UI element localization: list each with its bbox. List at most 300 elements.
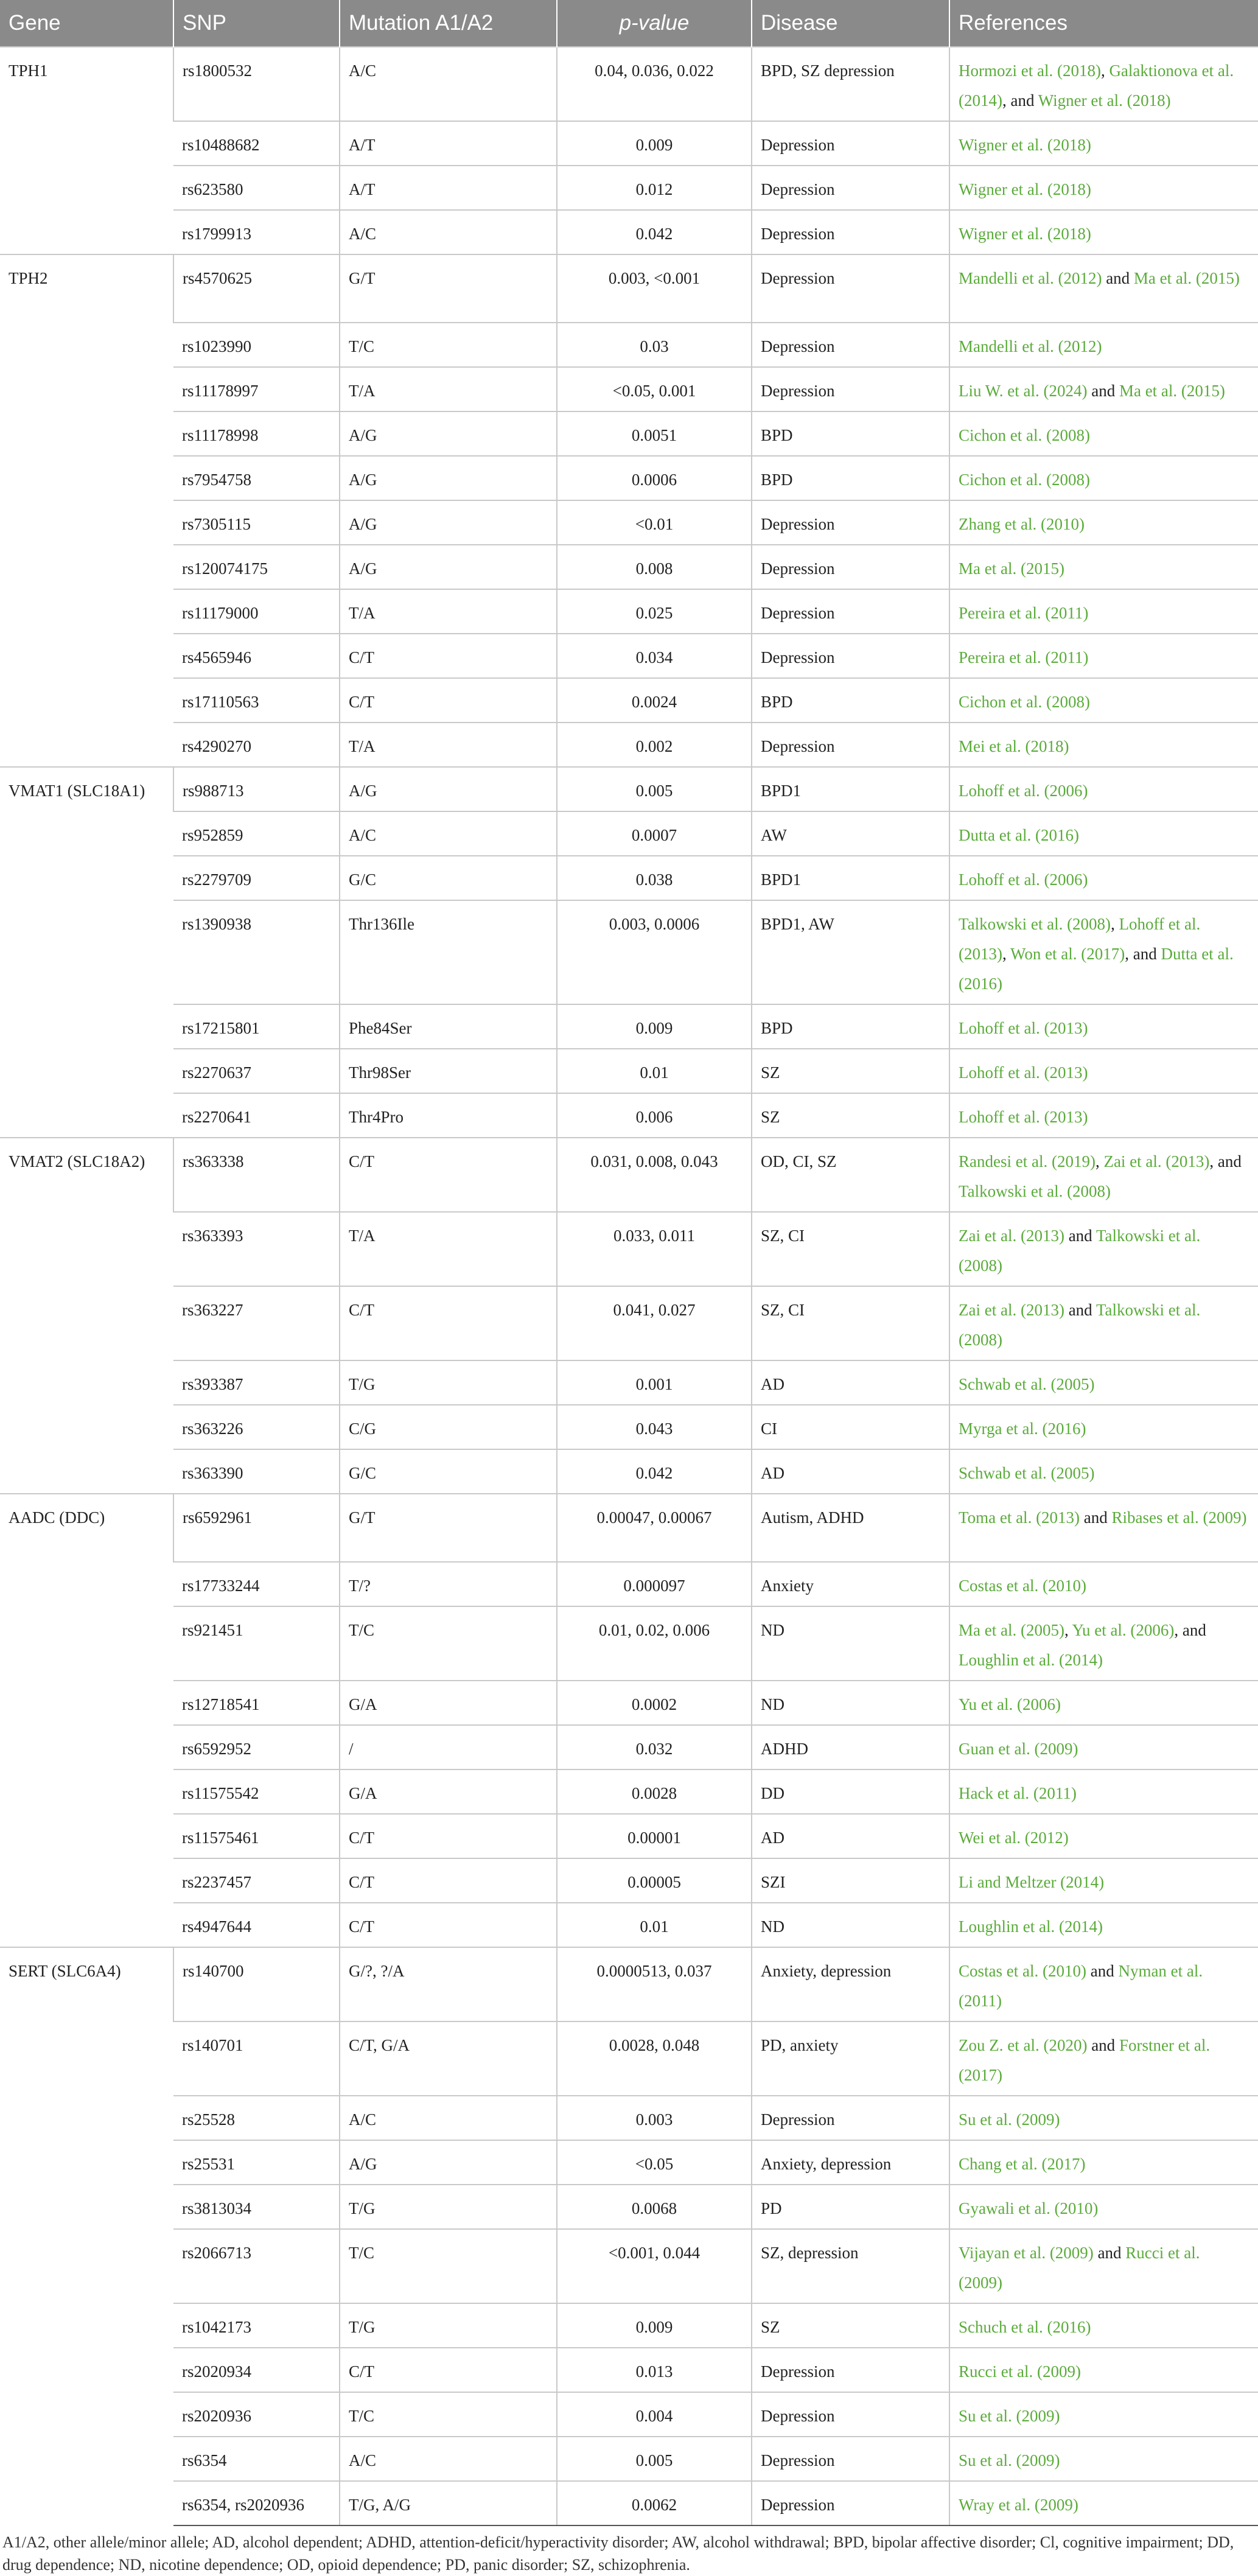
reference-link[interactable]: Wigner et al. (2018) (959, 225, 1091, 243)
p-value-cell: 0.0007 (557, 811, 752, 856)
reference-link[interactable]: Zai et al. (2013) (1103, 1152, 1210, 1171)
reference-link[interactable]: Lohoff et al. (2006) (959, 782, 1088, 800)
reference-link[interactable]: Mandelli et al. (2012) (959, 269, 1102, 287)
snp-cell: rs2020934 (173, 2348, 340, 2392)
mutation-cell: C/T (340, 2348, 557, 2392)
table-row (0, 166, 1258, 210)
mutation-cell: C/T (340, 678, 557, 723)
p-value-cell: 0.013 (557, 2348, 752, 2392)
table-row (0, 323, 1258, 367)
mutation-cell: Thr98Ser (340, 1049, 557, 1093)
snp-cell: rs1800532 (173, 47, 340, 121)
mutation-cell: C/T, G/A (340, 2021, 557, 2096)
reference-link[interactable]: Nyman et al. (2011) (959, 1962, 1203, 2010)
disease-cell: AD (752, 1814, 949, 1858)
reference-link[interactable]: Wigner et al. (2018) (959, 180, 1091, 198)
mutation-cell: G/T (340, 254, 557, 323)
table-header (0, 0, 1258, 47)
references-cell (949, 589, 1258, 634)
reference-separator: , (1064, 1621, 1072, 1639)
disease-cell: BPD (752, 456, 949, 500)
references-cell (949, 856, 1258, 900)
reference-separator: , and (1002, 91, 1038, 110)
table-row (0, 900, 1258, 1004)
reference-separator: and (1087, 2036, 1119, 2054)
table-body (0, 47, 1258, 2525)
mutation-cell: A/G (340, 411, 557, 456)
table-row (0, 1769, 1258, 1814)
p-value-cell: 0.0062 (557, 2481, 752, 2525)
disease-cell: SZ (752, 1093, 949, 1138)
reference-link[interactable]: Lohoff et al. (2006) (959, 870, 1088, 889)
mutation-cell: A/G (340, 500, 557, 545)
table-row (0, 2096, 1258, 2140)
reference-separator: and (1080, 1508, 1112, 1527)
p-value-cell: 0.009 (557, 121, 752, 166)
references-cell (949, 1606, 1258, 1681)
disease-cell: BPD1 (752, 767, 949, 811)
header-row (0, 0, 1258, 47)
snp-cell: rs363338 (173, 1138, 340, 1212)
mutation-cell: A/T (340, 166, 557, 210)
references-cell (949, 500, 1258, 545)
snp-cell: rs25531 (173, 2140, 340, 2185)
disease-cell: BPD (752, 678, 949, 723)
table-row (0, 1903, 1258, 1947)
reference-link[interactable]: Forstner et al. (2017) (959, 2036, 1211, 2084)
p-value-cell: 0.042 (557, 210, 752, 254)
reference-link[interactable]: Pereira et al. (2011) (959, 648, 1089, 667)
reference-link[interactable]: Mandelli et al. (2012) (959, 337, 1102, 355)
column-header-snp: SNP (173, 0, 340, 47)
gene-cell: TPH1 (0, 47, 173, 254)
reference-link[interactable]: Schwab et al. (2005) (959, 1375, 1095, 1393)
references-cell (949, 1725, 1258, 1769)
disease-cell: Depression (752, 166, 949, 210)
references-cell (949, 1681, 1258, 1725)
disease-cell: SZ, depression (752, 2229, 949, 2303)
p-value-cell: <0.05, 0.001 (557, 367, 752, 411)
references-cell (949, 634, 1258, 678)
reference-link[interactable]: Costas et al. (2010) (959, 1962, 1086, 1980)
p-value-cell: 0.041, 0.027 (557, 1286, 752, 1360)
reference-link[interactable]: Su et al. (2009) (959, 2407, 1060, 2425)
references-cell (949, 1093, 1258, 1138)
reference-link[interactable]: Lohoff et al. (2013) (959, 1019, 1088, 1037)
reference-separator: , and (1125, 945, 1161, 963)
references-cell (949, 2437, 1258, 2481)
reference-link[interactable]: Cichon et al. (2008) (959, 426, 1090, 444)
table-row (0, 1814, 1258, 1858)
reference-link[interactable]: Loughlin et al. (2014) (959, 1651, 1103, 1669)
reference-link[interactable]: Wigner et al. (2018) (1038, 91, 1171, 110)
references-cell (949, 678, 1258, 723)
mutation-cell: A/G (340, 545, 557, 589)
p-value-cell: 0.012 (557, 166, 752, 210)
reference-link[interactable]: Schuch et al. (2016) (959, 2318, 1091, 2336)
table-row (0, 2437, 1258, 2481)
reference-link[interactable]: Liu W. et al. (2024) (959, 382, 1088, 400)
reference-link[interactable]: Yu et al. (2006) (959, 1695, 1061, 1713)
mutation-cell: Thr4Pro (340, 1093, 557, 1138)
snp-cell: rs363227 (173, 1286, 340, 1360)
p-value-cell: 0.033, 0.011 (557, 1212, 752, 1286)
snp-cell: rs2066713 (173, 2229, 340, 2303)
table-row (0, 2392, 1258, 2437)
p-value-cell: 0.0002 (557, 1681, 752, 1725)
references-cell (949, 2096, 1258, 2140)
mutation-cell: A/C (340, 811, 557, 856)
disease-cell: Depression (752, 121, 949, 166)
p-value-cell: 0.004 (557, 2392, 752, 2437)
p-value-cell: 0.002 (557, 723, 752, 767)
reference-link[interactable]: Cichon et al. (2008) (959, 693, 1090, 711)
mutation-cell: G/A (340, 1681, 557, 1725)
table-footnote: A1/A2, other allele/minor allele; AD, alcohol dependent; ADHD, attention-deficit/hyperactivity disorder; AW, alcohol withdrawal; BPD, bipolar affective disorder; Cl, cognitive impairment; DD, drug dependence; ND, nicotine dependence; OD, opioid dependence; PD, panic disorder; SZ, schizophrenia. (2, 2533, 1234, 2574)
p-value-cell: 0.003 (557, 2096, 752, 2140)
reference-link[interactable]: Won et al. (2017) (1010, 945, 1125, 963)
snp-cell: rs363226 (173, 1405, 340, 1449)
references-cell (949, 1212, 1258, 1286)
p-value-cell: 0.00001 (557, 1814, 752, 1858)
p-value-cell: 0.038 (557, 856, 752, 900)
disease-cell: Depression (752, 545, 949, 589)
snp-cell: rs363393 (173, 1212, 340, 1286)
table-row (0, 1494, 1258, 1562)
disease-cell: SZ, CI (752, 1212, 949, 1286)
reference-link[interactable]: Zai et al. (2013) (959, 1227, 1064, 1245)
table-row (0, 2021, 1258, 2096)
disease-cell: BPD1 (752, 856, 949, 900)
mutation-cell: T/A (340, 723, 557, 767)
table-row (0, 1562, 1258, 1606)
disease-cell: PD, anxiety (752, 2021, 949, 2096)
table-row (0, 1286, 1258, 1360)
references-cell (949, 1360, 1258, 1405)
reference-link[interactable]: Cichon et al. (2008) (959, 471, 1090, 489)
reference-link[interactable]: Ma et al. (2015) (1119, 382, 1225, 400)
references-cell (949, 1004, 1258, 1049)
mutation-cell: T/C (340, 323, 557, 367)
column-header-disease: Disease (752, 0, 949, 47)
mutation-cell: G/T (340, 1494, 557, 1562)
table-row (0, 634, 1258, 678)
references-cell (949, 1903, 1258, 1947)
references-cell (949, 121, 1258, 166)
reference-link[interactable]: Talkowski et al. (2008) (959, 1301, 1201, 1349)
references-cell (949, 1405, 1258, 1449)
disease-cell: AW (752, 811, 949, 856)
p-value-cell: 0.031, 0.008, 0.043 (557, 1138, 752, 1212)
gene-cell: SERT (SLC6A4) (0, 1947, 173, 2525)
snp-cell: rs7305115 (173, 500, 340, 545)
references-cell (949, 2392, 1258, 2437)
reference-link[interactable]: Hack et al. (2011) (959, 1784, 1077, 1802)
snp-cell: rs10488682 (173, 121, 340, 166)
snp-cell: rs4565946 (173, 634, 340, 678)
reference-link[interactable]: Rucci et al. (2009) (959, 2362, 1081, 2381)
reference-link[interactable]: Costas et al. (2010) (959, 1577, 1086, 1595)
references-cell (949, 2021, 1258, 2096)
snp-cell: rs6592961 (173, 1494, 340, 1562)
mutation-cell: / (340, 1725, 557, 1769)
p-value-cell: 0.008 (557, 545, 752, 589)
mutation-cell: G/?, ?/A (340, 1947, 557, 2021)
table-row (0, 1947, 1258, 2021)
references-cell (949, 411, 1258, 456)
table-row (0, 1606, 1258, 1681)
reference-link[interactable]: Dutta et al. (2016) (959, 945, 1234, 993)
p-value-cell: 0.01 (557, 1903, 752, 1947)
disease-cell: Anxiety, depression (752, 2140, 949, 2185)
references-cell (949, 2303, 1258, 2348)
disease-cell: Depression (752, 2392, 949, 2437)
reference-link[interactable]: Pereira et al. (2011) (959, 604, 1089, 622)
references-cell (949, 2229, 1258, 2303)
p-value-cell: 0.03 (557, 323, 752, 367)
reference-link[interactable]: Su et al. (2009) (959, 2110, 1060, 2129)
reference-link[interactable]: Myrga et al. (2016) (959, 1419, 1086, 1438)
snp-cell: rs4290270 (173, 723, 340, 767)
mutation-cell: A/G (340, 2140, 557, 2185)
table-row (0, 1049, 1258, 1093)
table-row (0, 121, 1258, 166)
disease-cell: ADHD (752, 1725, 949, 1769)
p-value-cell: 0.01, 0.02, 0.006 (557, 1606, 752, 1681)
table-row (0, 367, 1258, 411)
snp-cell: rs1023990 (173, 323, 340, 367)
reference-link[interactable]: Talkowski et al. (2008) (959, 1182, 1111, 1200)
p-value-cell: 0.043 (557, 1405, 752, 1449)
snp-cell: rs11575461 (173, 1814, 340, 1858)
reference-link[interactable]: Ma et al. (2005) (959, 1621, 1064, 1639)
mutation-cell: A/C (340, 47, 557, 121)
table-row (0, 2303, 1258, 2348)
snp-cell: rs623580 (173, 166, 340, 210)
disease-cell: ND (752, 1606, 949, 1681)
snp-cell: rs11575542 (173, 1769, 340, 1814)
reference-separator: and (1087, 382, 1119, 400)
disease-cell: Depression (752, 210, 949, 254)
reference-link[interactable]: Loughlin et al. (2014) (959, 1917, 1103, 1936)
gene-cell: TPH2 (0, 254, 173, 767)
references-cell (949, 1947, 1258, 2021)
disease-cell: Depression (752, 2481, 949, 2525)
table-row (0, 1681, 1258, 1725)
mutation-cell: T/C (340, 2392, 557, 2437)
table-row (0, 1093, 1258, 1138)
p-value-cell: 0.001 (557, 1360, 752, 1405)
reference-link[interactable]: Ma et al. (2015) (1133, 269, 1240, 287)
reference-link[interactable]: Zai et al. (2013) (959, 1301, 1064, 1319)
snp-cell: rs6354 (173, 2437, 340, 2481)
reference-link[interactable]: Li and Meltzer (2014) (959, 1873, 1105, 1891)
reference-separator: , (1095, 1152, 1104, 1171)
table-row (0, 767, 1258, 811)
snp-cell: rs4947644 (173, 1903, 340, 1947)
snp-cell: rs4570625 (173, 254, 340, 323)
disease-cell: Depression (752, 500, 949, 545)
table-row (0, 589, 1258, 634)
reference-link[interactable]: Zhang et al. (2010) (959, 515, 1085, 533)
mutation-cell: T/G, A/G (340, 2481, 557, 2525)
disease-cell: BPD1, AW (752, 900, 949, 1004)
references-cell (949, 1858, 1258, 1903)
table-row (0, 545, 1258, 589)
table-row (0, 500, 1258, 545)
disease-cell: Depression (752, 2096, 949, 2140)
snp-cell: rs25528 (173, 2096, 340, 2140)
mutation-cell: A/G (340, 456, 557, 500)
references-cell (949, 367, 1258, 411)
reference-separator: and (1064, 1227, 1096, 1245)
gene-cell: AADC (DDC) (0, 1494, 173, 1947)
reference-separator: , (1002, 945, 1010, 963)
mutation-cell: A/C (340, 2437, 557, 2481)
disease-cell: Depression (752, 254, 949, 323)
reference-separator: , (1111, 915, 1119, 933)
reference-link[interactable]: Talkowski et al. (2008) (959, 1227, 1201, 1275)
snp-cell: rs2270641 (173, 1093, 340, 1138)
reference-separator: and (1064, 1301, 1096, 1319)
reference-link[interactable]: Ribases et al. (2009) (1111, 1508, 1247, 1527)
snp-cell: rs6592952 (173, 1725, 340, 1769)
mutation-cell: C/T (340, 634, 557, 678)
snp-cell: rs363390 (173, 1449, 340, 1494)
snp-cell: rs2270637 (173, 1049, 340, 1093)
references-cell (949, 2140, 1258, 2185)
p-value-cell: 0.0028, 0.048 (557, 2021, 752, 2096)
mutation-cell: C/T (340, 1286, 557, 1360)
references-cell (949, 767, 1258, 811)
reference-link[interactable]: Wei et al. (2012) (959, 1829, 1069, 1847)
reference-link[interactable]: Chang et al. (2017) (959, 2155, 1086, 2173)
table-row (0, 47, 1258, 121)
column-header-references: References (949, 0, 1258, 47)
disease-cell: BPD, SZ depression (752, 47, 949, 121)
reference-link[interactable]: Wigner et al. (2018) (959, 136, 1091, 154)
snp-cell: rs393387 (173, 1360, 340, 1405)
references-cell (949, 1449, 1258, 1494)
p-value-cell: 0.0068 (557, 2185, 752, 2229)
table-row (0, 678, 1258, 723)
disease-cell: Anxiety, depression (752, 1947, 949, 2021)
table-row (0, 2229, 1258, 2303)
mutation-cell: C/T (340, 1814, 557, 1858)
table-row (0, 1405, 1258, 1449)
reference-link[interactable]: Dutta et al. (2016) (959, 826, 1079, 844)
disease-cell: BPD (752, 1004, 949, 1049)
reference-link[interactable]: Lohoff et al. (2013) (959, 1108, 1088, 1126)
disease-cell: SZ, CI (752, 1286, 949, 1360)
p-value-cell: <0.01 (557, 500, 752, 545)
snp-cell: rs2237457 (173, 1858, 340, 1903)
references-cell (949, 1494, 1258, 1562)
p-value-cell: 0.0006 (557, 456, 752, 500)
p-value-cell: 0.025 (557, 589, 752, 634)
reference-separator: , and (1174, 1621, 1206, 1639)
references-cell (949, 2348, 1258, 2392)
reference-link[interactable]: Guan et al. (2009) (959, 1740, 1078, 1758)
snp-cell: rs11179000 (173, 589, 340, 634)
reference-link[interactable]: Vijayan et al. (2009) (959, 2244, 1094, 2262)
reference-link[interactable]: Talkowski et al. (2008) (959, 915, 1111, 933)
reference-separator: , (1100, 61, 1109, 80)
reference-link[interactable]: Galaktionova et al. (2014) (959, 61, 1234, 110)
reference-link[interactable]: Yu et al. (2006) (1072, 1621, 1175, 1639)
mutation-cell: A/C (340, 210, 557, 254)
reference-link[interactable]: Wray et al. (2009) (959, 2496, 1078, 2514)
disease-cell: Anxiety (752, 1562, 949, 1606)
column-header-p-value: p-value (557, 0, 752, 47)
reference-link[interactable]: Hormozi et al. (2018) (959, 61, 1101, 80)
table-row (0, 2140, 1258, 2185)
mutation-cell: C/G (340, 1405, 557, 1449)
mutation-cell: T/A (340, 589, 557, 634)
disease-cell: Depression (752, 323, 949, 367)
snp-cell: rs921451 (173, 1606, 340, 1681)
references-cell (949, 323, 1258, 367)
references-cell (949, 2481, 1258, 2525)
snp-cell: rs11178998 (173, 411, 340, 456)
disease-cell: CI (752, 1405, 949, 1449)
table-row (0, 1138, 1258, 1212)
mutation-cell: Thr136Ile (340, 900, 557, 1004)
snp-cell: rs952859 (173, 811, 340, 856)
snp-cell: rs2020936 (173, 2392, 340, 2437)
table-row (0, 1449, 1258, 1494)
reference-link[interactable]: Zou Z. et al. (2020) (959, 2036, 1088, 2054)
references-cell (949, 456, 1258, 500)
reference-link[interactable]: Mei et al. (2018) (959, 737, 1069, 755)
reference-link[interactable]: Schwab et al. (2005) (959, 1464, 1095, 1482)
reference-link[interactable]: Gyawali et al. (2010) (959, 2199, 1099, 2217)
snp-cell: rs17215801 (173, 1004, 340, 1049)
snp-cell: rs12718541 (173, 1681, 340, 1725)
table-row (0, 1858, 1258, 1903)
table-row (0, 456, 1258, 500)
disease-cell: SZI (752, 1858, 949, 1903)
disease-cell: SZ (752, 2303, 949, 2348)
reference-link[interactable]: Lohoff et al. (2013) (959, 1063, 1088, 1082)
references-cell (949, 723, 1258, 767)
snp-cell: rs11178997 (173, 367, 340, 411)
snp-cell: rs3813034 (173, 2185, 340, 2229)
p-value-cell: 0.009 (557, 1004, 752, 1049)
p-value-cell: 0.01 (557, 1049, 752, 1093)
reference-link[interactable]: Rucci et al. (2009) (959, 2244, 1200, 2292)
disease-cell: DD (752, 1769, 949, 1814)
disease-cell: Depression (752, 367, 949, 411)
column-header-gene: Gene (0, 0, 173, 47)
reference-separator: and (1086, 1962, 1119, 1980)
snp-cell: rs6354, rs2020936 (173, 2481, 340, 2525)
reference-link[interactable]: Su et al. (2009) (959, 2451, 1060, 2469)
mutation-cell: T/G (340, 2303, 557, 2348)
reference-link[interactable]: Toma et al. (2013) (959, 1508, 1080, 1527)
mutation-cell: A/G (340, 767, 557, 811)
snp-cell: rs988713 (173, 767, 340, 811)
reference-link[interactable]: Ma et al. (2015) (959, 559, 1064, 578)
table-row (0, 811, 1258, 856)
reference-link[interactable]: Lohoff et al. (2013) (959, 915, 1201, 963)
reference-separator: and (1102, 269, 1134, 287)
snp-cell: rs1390938 (173, 900, 340, 1004)
reference-link[interactable]: Randesi et al. (2019) (959, 1152, 1096, 1171)
disease-cell: Depression (752, 2437, 949, 2481)
p-value-cell: 0.04, 0.036, 0.022 (557, 47, 752, 121)
p-value-cell: 0.0000513, 0.037 (557, 1947, 752, 2021)
